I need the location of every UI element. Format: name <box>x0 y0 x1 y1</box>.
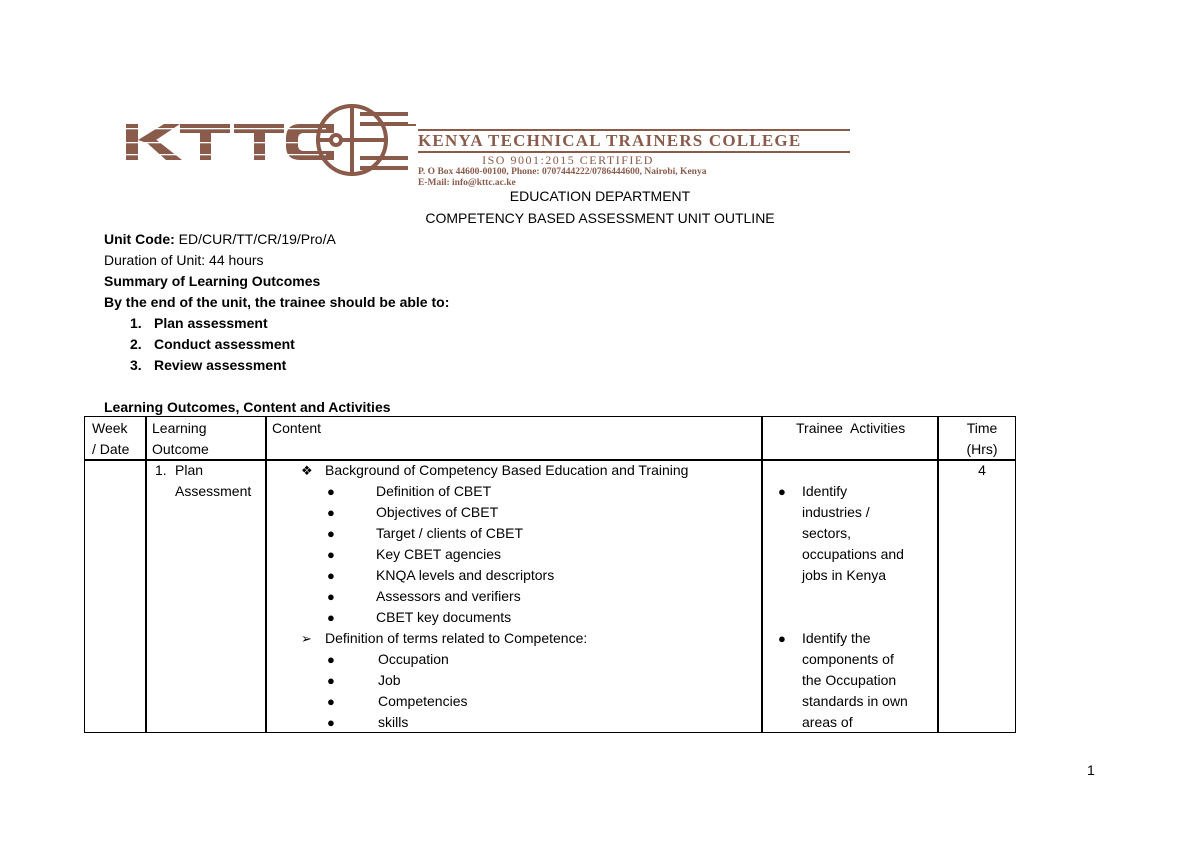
content-heading: ❖ Background of Competency Based Education and Training <box>301 460 781 481</box>
bullet-icon: ● <box>327 568 335 583</box>
summary-heading: Summary of Learning Outcomes <box>104 273 321 289</box>
bullet-icon: ● <box>778 631 786 646</box>
list-item: ● Occupation <box>301 649 781 670</box>
header-week: Week / Date <box>92 420 130 457</box>
bullet-icon: ● <box>778 484 786 499</box>
content-heading: ➢ Definition of terms related to Competence: <box>301 628 781 649</box>
bullet-icon: ● <box>327 547 335 562</box>
outcomes-list <box>130 313 295 376</box>
list-item: ● Assessors and verifiers <box>301 586 781 607</box>
bullet-icon: ● <box>327 589 335 604</box>
list-item: 2. Conduct assessment <box>130 336 295 352</box>
learning-outcome-cell: 1. Plan Assessment <box>155 462 252 499</box>
outline-table <box>84 416 1016 733</box>
list-item: ● Competencies <box>301 691 781 712</box>
bullet-icon: ● <box>327 652 335 667</box>
section-title: Learning Outcomes, Content and Activities <box>104 399 391 415</box>
list-item: ● Target / clients of CBET <box>301 523 781 544</box>
college-email: E-Mail: info@kttc.ac.ke <box>418 178 516 188</box>
header-activities: Trainee Activities <box>796 420 906 436</box>
table-column-divider <box>145 417 147 732</box>
outline-title: COMPETENCY BASED ASSESSMENT UNIT OUTLINE <box>425 210 775 226</box>
college-letterhead <box>418 128 858 189</box>
intro-statement: By the end of the unit, the trainee should be able to: <box>104 294 450 310</box>
list-item: ● Objectives of CBET <box>301 502 781 523</box>
time-value: 4 <box>978 462 986 478</box>
bullet-icon: ● <box>327 505 335 520</box>
activity-item: ● Identify industries / sectors, occupations and jobs in Kenya <box>778 483 904 583</box>
unit-code-label: Unit Code: <box>104 231 175 247</box>
list-item: 3. Review assessment <box>130 357 287 373</box>
list-item: ● Definition of CBET <box>301 481 781 502</box>
list-item: ● CBET key documents <box>301 607 781 628</box>
unit-code-value: ED/CUR/TT/CR/19/Pro/A <box>174 231 336 247</box>
bullet-icon: ● <box>327 673 335 688</box>
list-item: ● KNQA levels and descriptors <box>301 565 781 586</box>
college-name: KENYA TECHNICAL TRAINERS COLLEGE <box>418 131 802 150</box>
header-time: Time (Hrs) <box>966 420 998 457</box>
college-address: P. O Box 44600-00100, Phone: 0707444222/0786444600, Nairobi, Kenya <box>418 167 707 177</box>
diamond-bullet-icon: ❖ <box>301 463 313 478</box>
bullet-icon: ● <box>327 484 335 499</box>
header-content: Content <box>272 420 322 436</box>
header-learning-outcome: Learning Outcome <box>152 420 209 457</box>
iso-certification: ISO 9001:2015 CERTIFIED <box>482 153 654 167</box>
unit-code <box>104 229 336 249</box>
activity-item: ● Identify the components of the Occupation standards in own areas of <box>778 630 908 730</box>
table-column-divider <box>937 417 939 732</box>
list-item: ● Job <box>301 670 781 691</box>
content-cell <box>301 460 781 733</box>
bullet-icon: ● <box>327 694 335 709</box>
activities-cell <box>775 460 925 733</box>
list-item: 1. Plan assessment <box>130 315 268 331</box>
arrow-bullet-icon: ➢ <box>301 631 312 646</box>
department-title: EDUCATION DEPARTMENT <box>509 188 691 204</box>
unit-duration: Duration of Unit: 44 hours <box>104 252 264 268</box>
list-item: ● skills <box>301 712 781 733</box>
page-number: 1 <box>1087 762 1095 778</box>
bullet-icon: ● <box>327 526 335 541</box>
bullet-icon: ● <box>327 715 335 730</box>
list-item: ● Key CBET agencies <box>301 544 781 565</box>
bullet-icon: ● <box>327 610 335 625</box>
